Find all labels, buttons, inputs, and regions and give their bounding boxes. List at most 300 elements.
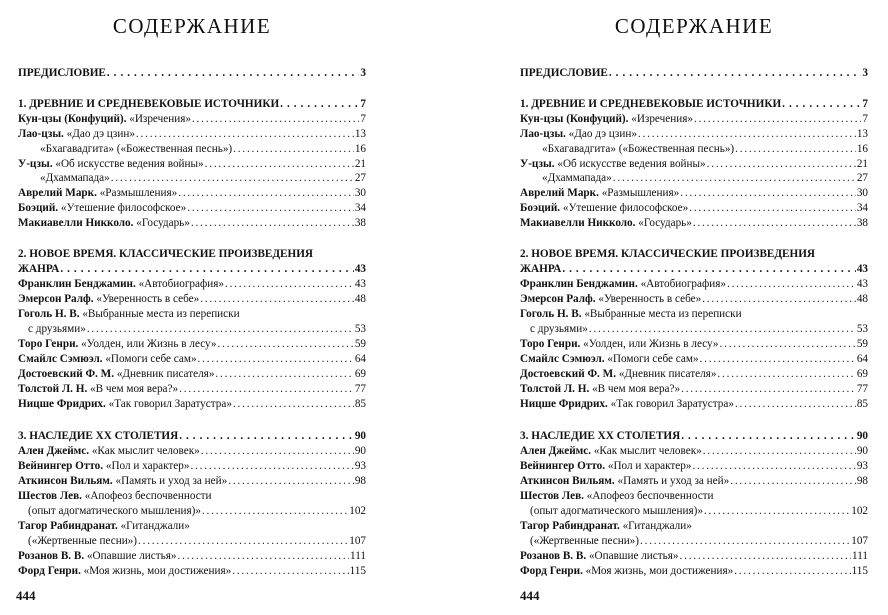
toc-entry[interactable]	[520, 474, 868, 488]
toc-section-3[interactable]	[520, 429, 868, 443]
toc-entry-leader	[191, 216, 354, 230]
toc-entry[interactable]	[520, 307, 868, 321]
entry-author: У-цзы.	[520, 158, 555, 170]
section-2-label-line2: ЖАНРА	[520, 263, 562, 275]
toc-entry-page-number: 111	[350, 550, 366, 562]
toc-entry[interactable]	[520, 352, 868, 366]
toc-entry[interactable]	[18, 157, 366, 171]
toc-entry-text	[18, 444, 200, 458]
toc-section-2-page-number: 43	[856, 263, 868, 275]
toc-entry-text	[530, 504, 703, 518]
entry-title: «Апофеоз беспочвенности	[586, 490, 714, 502]
toc-entry-page-number: 93	[856, 460, 868, 472]
entry-title: (опыт адогматического мышления)»	[530, 505, 703, 517]
toc-entry-page-number: 43	[856, 278, 868, 290]
entry-author: Вейнингер Отто.	[18, 460, 104, 472]
toc-entry-text	[520, 186, 679, 200]
toc-entry-leader	[613, 171, 856, 185]
entry-title: «В чем моя вера?»	[90, 383, 179, 395]
toc-entry-page-number: 90	[856, 445, 868, 457]
toc-entry-leader	[735, 397, 856, 411]
toc-entry[interactable]	[520, 564, 868, 578]
toc-entry-text	[18, 201, 186, 215]
toc-entry-text	[18, 519, 190, 533]
section-2-label-line2: ЖАНРА	[18, 263, 60, 275]
section-3-label: 3. НАСЛЕДИЕ XX СТОЛЕТИЯ	[18, 430, 179, 442]
toc-section-2-line1[interactable]	[18, 247, 366, 261]
toc-entry-page-number: 53	[856, 323, 868, 335]
entry-title: с друзьями»	[28, 323, 86, 335]
toc-entry-leader	[720, 337, 856, 351]
toc-entry-text	[520, 397, 734, 411]
entry-title: «В чем моя вера?»	[592, 383, 681, 395]
entry-author: Аврелий Марк.	[18, 187, 97, 199]
toc-entry-text	[520, 564, 733, 578]
toc-entry-leader	[215, 367, 353, 381]
toc-entry[interactable]	[530, 322, 868, 336]
toc-entry-text	[18, 367, 214, 381]
toc-entry-leader	[190, 459, 353, 473]
toc-entry-text	[28, 322, 86, 336]
toc-entry-text	[18, 337, 217, 351]
toc-entry-page-number: 30	[354, 187, 366, 199]
toc-section-2[interactable]	[18, 262, 366, 276]
toc-entry[interactable]	[520, 292, 868, 306]
toc-entry[interactable]	[18, 382, 366, 396]
entry-author: Франклин Бенджамин.	[18, 278, 136, 290]
entry-author: Франклин Бенджамин.	[520, 278, 638, 290]
toc-section-1[interactable]	[520, 97, 868, 111]
toc-entry[interactable]	[18, 307, 366, 321]
entry-title: «Уолден, или Жизнь в лесу»	[583, 338, 719, 350]
page-number: 444	[16, 588, 36, 603]
toc-entry-leader	[734, 564, 850, 578]
toc-entry-leader	[700, 352, 856, 366]
toc-entry[interactable]	[18, 201, 366, 215]
toc-entry-leader	[704, 504, 850, 518]
toc-entry-text	[520, 292, 701, 306]
toc-entry[interactable]	[542, 142, 868, 156]
toc-entry[interactable]	[40, 171, 366, 185]
toc-section-3[interactable]	[18, 429, 366, 443]
toc-entry[interactable]	[18, 186, 366, 200]
entry-title: «Об искусстве ведения войны»	[55, 158, 204, 170]
toc-entry-page-number: 30	[856, 187, 868, 199]
toc-entry[interactable]	[28, 504, 366, 518]
toc-entry[interactable]	[520, 367, 868, 381]
toc-entry-leader	[202, 504, 348, 518]
entry-title: «Дневник писателя»	[116, 368, 215, 380]
entry-title: «Память и уход за ней»	[617, 475, 730, 487]
toc-entry-page-number: 16	[354, 143, 366, 155]
toc-section-2-text	[520, 262, 561, 276]
toc-section-3-text	[520, 429, 680, 443]
toc-entry-page-number: 48	[856, 293, 868, 305]
toc-entry-text	[542, 142, 734, 156]
toc-preface-page-number: 3	[360, 67, 366, 79]
entry-title: «Размышления»	[99, 187, 178, 199]
toc-entry[interactable]	[542, 171, 868, 185]
toc-entry-text	[520, 367, 716, 381]
toc-entry-text	[520, 489, 714, 503]
toc-entry-leader	[87, 322, 354, 336]
toc-entry-page-number: 77	[354, 383, 366, 395]
toc-entry-leader	[111, 171, 354, 185]
page-title: СОДЕРЖАНИЕ	[614, 14, 774, 38]
entry-title: «Выбранные места из переписки	[82, 308, 240, 320]
toc-entry-leader	[589, 322, 856, 336]
toc-entry-leader	[178, 549, 350, 563]
entry-title: «Изречения»	[129, 113, 191, 125]
entry-title: «Помоги себе сам»	[607, 353, 699, 365]
toc-entry[interactable]	[18, 127, 366, 141]
toc-entry-leader	[138, 534, 348, 548]
toc-preface[interactable]	[520, 66, 868, 80]
page-title: СОДЕРЖАНИЕ	[112, 14, 272, 38]
entry-title: «Об искусстве ведения войны»	[557, 158, 706, 170]
entry-author: Достоевский Ф. М.	[18, 368, 115, 380]
toc-entry-page-number: 69	[354, 368, 366, 380]
toc-entry-leader	[680, 549, 852, 563]
toc-entry[interactable]	[520, 444, 868, 458]
toc-entry[interactable]	[520, 157, 868, 171]
toc-entry-text	[18, 459, 189, 473]
toc-entry-text	[18, 127, 135, 141]
toc-entry-text	[520, 352, 699, 366]
toc-entry[interactable]	[18, 367, 366, 381]
toc-entry-leader	[730, 474, 856, 488]
toc-entry-leader	[205, 157, 354, 171]
toc-entry-leader	[136, 127, 354, 141]
toc-entry-text	[18, 474, 227, 488]
entry-author: Форд Генри.	[18, 565, 81, 577]
toc-entry[interactable]	[520, 201, 868, 215]
entry-author: Торо Генри.	[520, 338, 581, 350]
toc-entry[interactable]	[18, 519, 366, 533]
toc-entry-leader	[218, 337, 354, 351]
section-3-label: 3. НАСЛЕДИЕ XX СТОЛЕТИЯ	[520, 430, 681, 442]
toc-entry-leader	[717, 367, 855, 381]
entry-title: «Опавшие листья»	[588, 550, 679, 562]
toc-entry-text	[18, 157, 204, 171]
entry-title: «Как мыслит человек»	[593, 445, 702, 457]
section-1-label: 1. ДРЕВНИЕ И СРЕДНЕВЕКОВЫЕ ИСТОЧНИКИ	[18, 98, 280, 110]
entry-title: «Утешение философское»	[562, 202, 689, 214]
entry-author: Розанов В. В.	[18, 550, 85, 562]
toc-entry[interactable]	[520, 549, 868, 563]
toc-entry[interactable]	[18, 474, 366, 488]
toc-entry[interactable]	[40, 142, 366, 156]
entry-title: «Дневник писателя»	[618, 368, 717, 380]
entry-author: У-цзы.	[18, 158, 53, 170]
toc-entry-page-number: 59	[354, 338, 366, 350]
toc-entry-page-number: 38	[354, 217, 366, 229]
entry-author: Гоголь Н. В.	[520, 308, 582, 320]
toc-entry-page-number: 77	[856, 383, 868, 395]
toc-entry-page-number: 98	[856, 475, 868, 487]
toc-entry-text	[520, 459, 691, 473]
toc-section-3-page-number: 90	[856, 430, 868, 442]
toc-entry-leader	[187, 201, 354, 215]
toc-entry-page-number: 7	[862, 113, 868, 125]
entry-title: («Жертвенные песни»)	[28, 535, 138, 547]
toc-entry[interactable]	[18, 564, 366, 578]
entry-author: Ален Джеймс.	[18, 445, 90, 457]
toc-entry[interactable]	[520, 186, 868, 200]
entry-title: «Так говорил Заратустра»	[610, 398, 734, 410]
toc-entry[interactable]	[18, 459, 366, 473]
toc-entry-leader	[681, 382, 856, 396]
section-2-label-line1: 2. НОВОЕ ВРЕМЯ. КЛАССИЧЕСКИЕ ПРОИЗВЕДЕНИЯ	[18, 248, 314, 260]
toc-entry-leader	[689, 201, 856, 215]
toc-entry-page-number: 48	[354, 293, 366, 305]
entry-title: («Жертвенные песни»)	[530, 535, 640, 547]
toc-entry[interactable]	[520, 519, 868, 533]
toc-entry-text	[18, 186, 177, 200]
toc-entry-page-number: 69	[856, 368, 868, 380]
toc-section-3-leader	[179, 429, 354, 443]
toc-entry-page-number: 16	[856, 143, 868, 155]
toc-entry-page-number: 13	[856, 128, 868, 140]
entry-title: «Уверенность в себе»	[598, 293, 702, 305]
toc-entry-text	[40, 142, 232, 156]
preface-label: ПРЕДИСЛОВИЕ	[18, 67, 106, 79]
entry-author: Форд Генри.	[520, 565, 583, 577]
toc-entry[interactable]	[18, 489, 366, 503]
toc-preface-text	[520, 66, 608, 80]
entry-author: Кун-цзы (Конфуций).	[520, 113, 629, 125]
toc-entry-page-number: 102	[851, 505, 868, 517]
toc-entry-page-number: 43	[354, 278, 366, 290]
entry-author: Толстой Л. Н.	[18, 383, 88, 395]
toc-entry-text	[520, 277, 726, 291]
toc-entry[interactable]	[18, 444, 366, 458]
toc-entry-text	[18, 292, 199, 306]
entry-title: «Автобиография»	[640, 278, 726, 290]
toc-section-2-leader	[60, 262, 353, 276]
toc-entry-page-number: 90	[354, 445, 366, 457]
toc-entry[interactable]	[520, 112, 868, 126]
toc-entry-leader	[707, 157, 856, 171]
toc-section-2-page-number: 43	[354, 263, 366, 275]
toc-section-3-leader	[681, 429, 856, 443]
toc-entry-leader	[694, 112, 861, 126]
entry-title: «Апофеоз беспочвенности	[84, 490, 212, 502]
toc-entry-text	[530, 534, 639, 548]
entry-title: «Так говорил Заратустра»	[108, 398, 232, 410]
toc-entry-leader	[233, 397, 354, 411]
toc-entry[interactable]	[520, 337, 868, 351]
toc-entry-leader	[680, 186, 856, 200]
left-page	[18, 0, 366, 615]
toc-entry-leader	[178, 186, 354, 200]
toc-entry-text	[520, 474, 729, 488]
toc-entry-text	[40, 171, 110, 185]
toc-preface-leader	[107, 66, 360, 80]
toc-entry-leader	[735, 142, 856, 156]
entry-title: «Утешение философское»	[60, 202, 187, 214]
toc-entry-page-number: 64	[354, 353, 366, 365]
toc-entry[interactable]	[520, 382, 868, 396]
toc-entry[interactable]	[18, 352, 366, 366]
toc-entry-text	[520, 307, 742, 321]
toc-entry-page-number: 13	[354, 128, 366, 140]
entry-author: Розанов В. В.	[520, 550, 587, 562]
entry-title: с друзьями»	[530, 323, 588, 335]
toc-entry-page-number: 98	[354, 475, 366, 487]
toc-entry[interactable]	[520, 277, 868, 291]
toc-section-2[interactable]	[520, 262, 868, 276]
toc-entry-page-number: 115	[851, 565, 868, 577]
entry-author: Макиавелли Никколо.	[520, 217, 636, 229]
toc-section-1-text	[520, 97, 781, 111]
toc-entry-text	[18, 307, 240, 321]
toc-section-1[interactable]	[18, 97, 366, 111]
toc-entry-text	[18, 216, 190, 230]
toc-entry-leader	[192, 112, 359, 126]
entry-title: «Моя жизнь, мои достижения»	[585, 565, 734, 577]
toc-entry[interactable]	[530, 534, 868, 548]
entry-author: Аткинсон Вильям.	[520, 475, 615, 487]
toc-entry[interactable]	[18, 337, 366, 351]
entry-author: Аткинсон Вильям.	[18, 475, 113, 487]
toc-entry-page-number: 111	[852, 550, 868, 562]
toc-entry-leader	[703, 444, 856, 458]
toc-section-1-text	[18, 97, 279, 111]
toc-entry[interactable]	[520, 127, 868, 141]
toc-entry-page-number: 93	[354, 460, 366, 472]
toc-entry-leader	[228, 474, 354, 488]
toc-entry-page-number: 27	[856, 172, 868, 184]
preface-label: ПРЕДИСЛОВИЕ	[520, 67, 608, 79]
section-2-label-line1: 2. НОВОЕ ВРЕМЯ. КЛАССИЧЕСКИЕ ПРОИЗВЕДЕНИЯ	[520, 248, 816, 260]
toc-entry-text	[520, 382, 680, 396]
entry-author: Боэций.	[520, 202, 561, 214]
toc-entry-page-number: 34	[856, 202, 868, 214]
toc-entry-text	[18, 382, 178, 396]
entry-author: Аврелий Марк.	[520, 187, 599, 199]
toc-section-2-line1[interactable]	[520, 247, 868, 261]
entry-title: «Уолден, или Жизнь в лесу»	[81, 338, 217, 350]
toc-section-2-text	[18, 262, 59, 276]
toc-entry[interactable]	[18, 397, 366, 411]
entry-author: Достоевский Ф. М.	[520, 368, 617, 380]
toc-entry-leader	[638, 127, 856, 141]
toc-entry-text	[520, 519, 692, 533]
toc-entry-leader	[640, 534, 850, 548]
toc-entry-text	[520, 337, 719, 351]
entry-title: «Бхагавадгита» («Божественная песнь»)	[40, 143, 233, 155]
entry-title: «Дхаммапада»	[40, 172, 110, 184]
entry-author: Толстой Л. Н.	[520, 383, 590, 395]
entry-author: Шестов Лев.	[18, 490, 82, 502]
toc-entry-page-number: 64	[856, 353, 868, 365]
toc-entry-leader	[200, 292, 354, 306]
toc-entry[interactable]	[18, 112, 366, 126]
toc-entry-text	[542, 171, 612, 185]
toc-entry-text	[28, 534, 137, 548]
toc-entry[interactable]	[520, 459, 868, 473]
entry-title: «Изречения»	[631, 113, 693, 125]
toc-entry[interactable]	[18, 292, 366, 306]
toc-entry-text	[18, 489, 212, 503]
toc-entry[interactable]	[28, 534, 366, 548]
toc-entry-page-number: 21	[856, 158, 868, 170]
page-number: 444	[520, 588, 540, 603]
toc-entry-text	[520, 112, 693, 126]
toc-entry-page-number: 27	[354, 172, 366, 184]
toc-entry[interactable]	[18, 277, 366, 291]
toc-preface-text	[18, 66, 106, 80]
toc-entry-text	[18, 397, 232, 411]
toc-entry-page-number: 107	[851, 535, 868, 547]
entry-author: Ницше Фридрих.	[18, 398, 106, 410]
entry-author: Кун-цзы (Конфуций).	[18, 113, 127, 125]
toc-entry-text	[18, 277, 224, 291]
toc-entry-page-number: 115	[349, 565, 366, 577]
toc-entry-leader	[233, 142, 354, 156]
toc-entry[interactable]	[520, 489, 868, 503]
right-page	[520, 0, 868, 615]
entry-title: «Гитанджали»	[622, 520, 692, 532]
entry-author: Эмерсон Ралф.	[520, 293, 596, 305]
entry-author: Боэций.	[18, 202, 59, 214]
entry-author: Тагор Рабиндранат.	[18, 520, 118, 532]
entry-author: Лао-цзы.	[520, 128, 566, 140]
toc-entry-page-number: 53	[354, 323, 366, 335]
toc-entry-page-number: 85	[354, 398, 366, 410]
entry-title: «Помоги себе сам»	[105, 353, 197, 365]
entry-author: Лао-цзы.	[18, 128, 64, 140]
toc-entry-leader	[225, 277, 354, 291]
entry-title: «Бхагавадгита» («Божественная песнь»)	[542, 143, 735, 155]
entry-author: Ницше Фридрих.	[520, 398, 608, 410]
entry-author: Шестов Лев.	[520, 490, 584, 502]
toc-preface[interactable]	[18, 66, 366, 80]
entry-title: «Гитанджали»	[120, 520, 190, 532]
toc-entry[interactable]	[520, 216, 868, 230]
entry-author: Смайлс Сэмюэл.	[18, 353, 103, 365]
toc-entry-leader	[692, 459, 855, 473]
toc-entry-page-number: 102	[349, 505, 366, 517]
toc-entry[interactable]	[18, 549, 366, 563]
entry-title: «Дхаммапада»	[542, 172, 612, 184]
toc-entry-leader	[201, 444, 354, 458]
toc-section-2-leader	[562, 262, 855, 276]
toc-entry[interactable]	[530, 504, 868, 518]
entry-author: Торо Генри.	[18, 338, 79, 350]
entry-title: «Государь»	[136, 217, 190, 229]
entry-title: «Размышления»	[601, 187, 680, 199]
entry-title: «Выбранные места из переписки	[584, 308, 742, 320]
toc-section-3-page-number: 90	[354, 430, 366, 442]
toc-entry-text	[18, 549, 177, 563]
toc-entry[interactable]	[520, 397, 868, 411]
entry-author: Вейнингер Отто.	[520, 460, 606, 472]
entry-author: Ален Джеймс.	[520, 445, 592, 457]
toc-entry-leader	[702, 292, 856, 306]
toc-entry-page-number: 38	[856, 217, 868, 229]
entry-title: «Пол и характер»	[607, 460, 692, 472]
toc-entry-page-number: 85	[856, 398, 868, 410]
toc-entry[interactable]	[18, 216, 366, 230]
entry-title: «Государь»	[638, 217, 692, 229]
toc-entry-leader	[693, 216, 856, 230]
entry-title: «Память и уход за ней»	[115, 475, 228, 487]
entry-title: «Дао дэ цзин»	[66, 128, 135, 140]
toc-entry-leader	[179, 382, 354, 396]
toc-entry[interactable]	[28, 322, 366, 336]
